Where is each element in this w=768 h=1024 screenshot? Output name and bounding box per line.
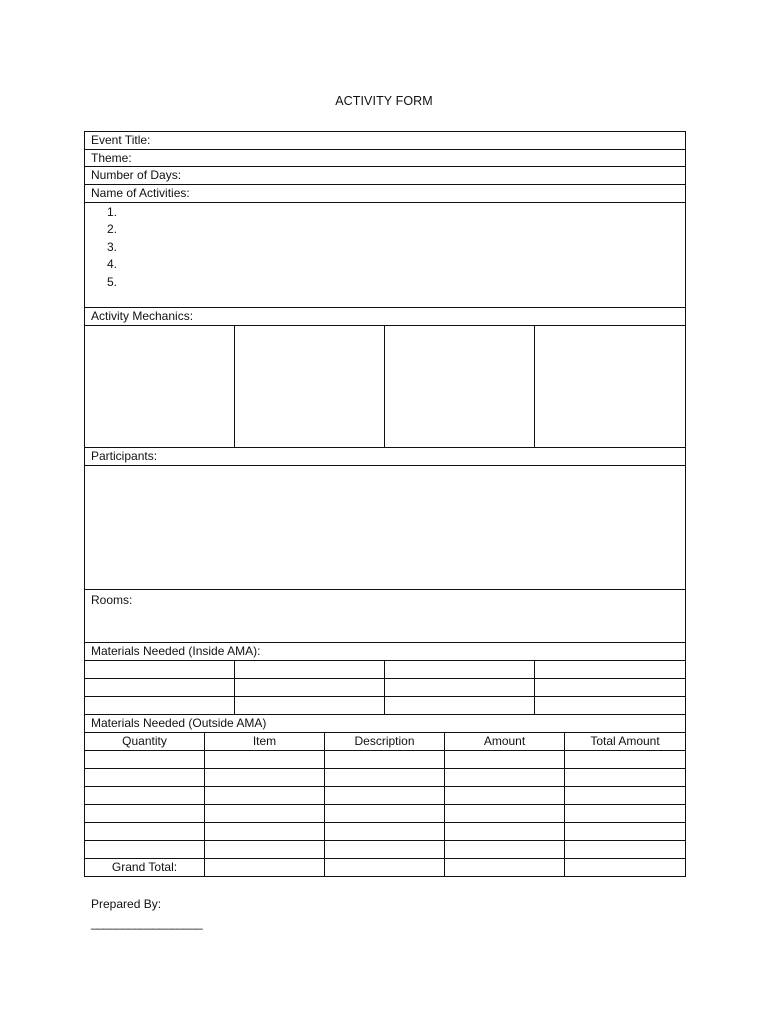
quantity-cell[interactable]	[85, 823, 205, 841]
activity-item: 1.	[107, 205, 118, 219]
description-cell[interactable]	[325, 841, 445, 859]
materials-inside-cell[interactable]	[535, 697, 686, 715]
total-amount-cell[interactable]	[565, 805, 686, 823]
grand-total-label: Grand Total:	[85, 859, 205, 877]
quantity-column-header: Quantity	[85, 733, 205, 751]
materials-inside-cell[interactable]	[235, 697, 385, 715]
description-cell[interactable]	[325, 787, 445, 805]
activities-list-cell[interactable]	[85, 203, 686, 308]
signature-line[interactable]: __________________	[91, 916, 203, 930]
mechanics-cell[interactable]	[235, 326, 385, 448]
mechanics-cell[interactable]	[85, 326, 235, 448]
amount-cell[interactable]	[445, 841, 565, 859]
quantity-cell[interactable]	[85, 751, 205, 769]
item-column-header: Item	[205, 733, 325, 751]
theme-field[interactable]	[85, 150, 686, 167]
materials-inside-cell[interactable]	[85, 697, 235, 715]
grand-total-value-cell[interactable]	[565, 859, 686, 877]
item-cell[interactable]	[205, 769, 325, 787]
item-cell[interactable]	[205, 805, 325, 823]
activity-mechanics-label: Activity Mechanics:	[91, 309, 194, 323]
theme-label: Theme:	[91, 151, 132, 165]
quantity-cell[interactable]	[85, 769, 205, 787]
item-cell[interactable]	[205, 787, 325, 805]
activity-item: 4.	[107, 257, 118, 272]
amount-cell[interactable]	[445, 769, 565, 787]
activity-form-table	[84, 131, 686, 877]
item-cell[interactable]	[205, 823, 325, 841]
materials-inside-cell[interactable]	[535, 661, 686, 679]
activity-item: 2.	[107, 222, 118, 237]
item-cell[interactable]	[205, 859, 325, 877]
materials-inside-cell[interactable]	[385, 697, 535, 715]
total-amount-cell[interactable]	[565, 823, 686, 841]
description-cell[interactable]	[325, 805, 445, 823]
activity-mechanics-header	[85, 308, 686, 326]
amount-cell[interactable]	[445, 751, 565, 769]
materials-outside-label: Materials Needed (Outside AMA)	[91, 716, 267, 730]
page-title: ACTIVITY FORM	[335, 94, 433, 108]
item-cell[interactable]	[205, 841, 325, 859]
participants-cell[interactable]	[85, 466, 686, 590]
amount-cell[interactable]	[445, 859, 565, 877]
participants-label: Participants:	[91, 449, 158, 463]
materials-inside-cell[interactable]	[385, 679, 535, 697]
event-title-label: Event Title:	[91, 133, 151, 147]
quantity-cell[interactable]	[85, 805, 205, 823]
item-cell[interactable]	[205, 751, 325, 769]
description-cell[interactable]	[325, 751, 445, 769]
materials-inside-cell[interactable]	[235, 661, 385, 679]
quantity-cell[interactable]	[85, 841, 205, 859]
name-of-activities-label: Name of Activities:	[91, 186, 190, 200]
event-title-field[interactable]	[85, 132, 686, 150]
amount-column-header: Amount	[445, 733, 565, 751]
activity-item: 5.	[107, 274, 118, 289]
mechanics-cell[interactable]	[535, 326, 686, 448]
participants-header	[85, 448, 686, 466]
materials-inside-cell[interactable]	[85, 661, 235, 679]
materials-inside-label: Materials Needed (Inside AMA):	[91, 644, 261, 658]
number-of-days-label: Number of Days:	[91, 168, 182, 182]
amount-cell[interactable]	[445, 823, 565, 841]
materials-inside-cell[interactable]	[85, 679, 235, 697]
total-amount-cell[interactable]	[565, 841, 686, 859]
rooms-label: Rooms:	[91, 593, 133, 607]
activities-list	[91, 203, 685, 291]
mechanics-cell[interactable]	[385, 326, 535, 448]
materials-inside-cell[interactable]	[535, 679, 686, 697]
materials-inside-cell[interactable]	[385, 661, 535, 679]
description-column-header: Description	[325, 733, 445, 751]
description-cell[interactable]	[325, 823, 445, 841]
prepared-by-label: Prepared By:	[91, 897, 162, 911]
number-of-days-field[interactable]	[85, 167, 686, 185]
rooms-field[interactable]	[85, 590, 686, 643]
quantity-cell[interactable]	[85, 787, 205, 805]
amount-cell[interactable]	[445, 787, 565, 805]
description-cell[interactable]	[325, 859, 445, 877]
total-amount-cell[interactable]	[565, 787, 686, 805]
amount-cell[interactable]	[445, 805, 565, 823]
materials-outside-header	[85, 715, 686, 733]
total-amount-column-header: Total Amount	[565, 733, 686, 751]
activity-item: 3.	[107, 239, 118, 254]
total-amount-cell[interactable]	[565, 769, 686, 787]
materials-inside-cell[interactable]	[235, 679, 385, 697]
description-cell[interactable]	[325, 769, 445, 787]
materials-inside-header	[85, 643, 686, 661]
name-of-activities-header	[85, 185, 686, 203]
total-amount-cell[interactable]	[565, 751, 686, 769]
